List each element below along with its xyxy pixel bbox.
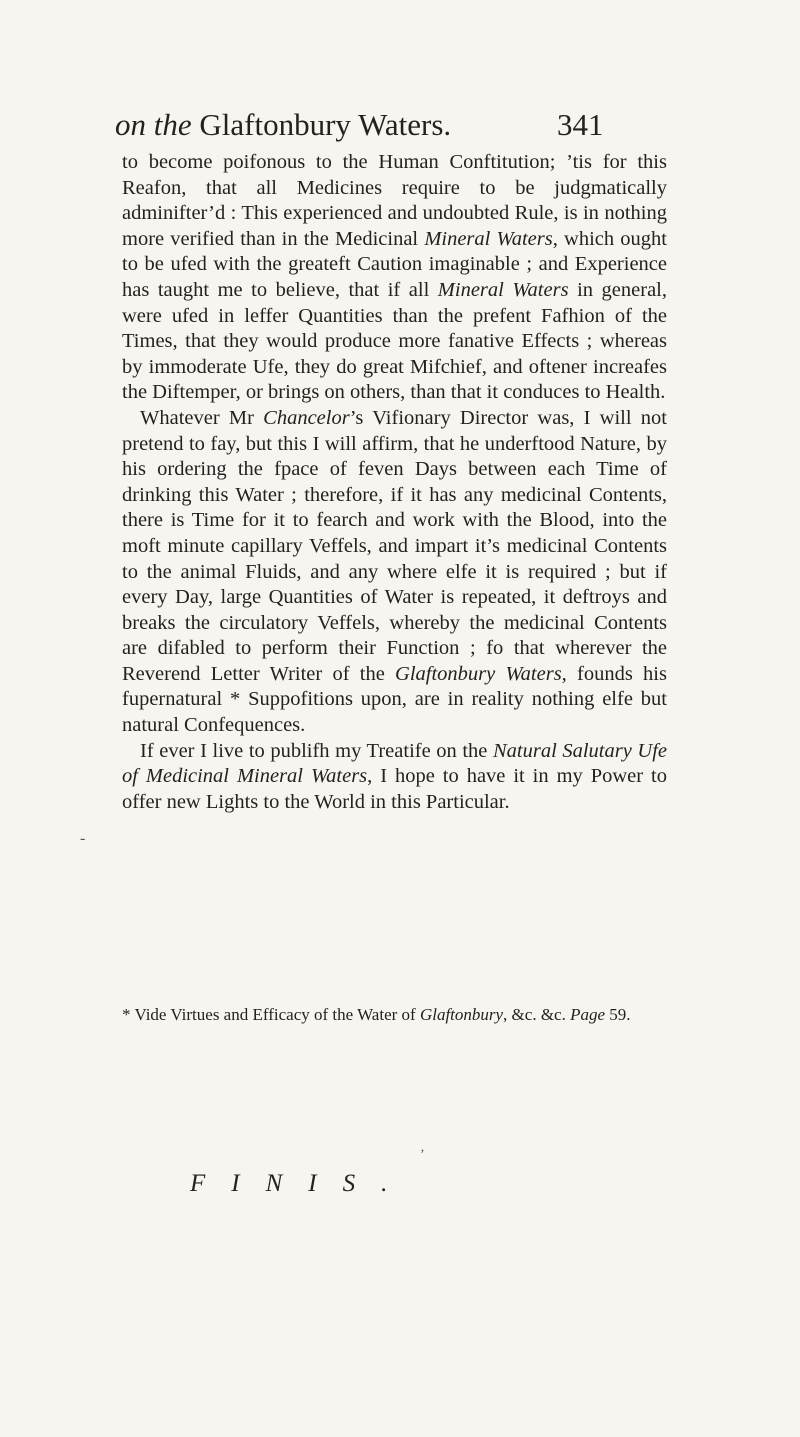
text-run: * Vide Virtues and Efficacy of the Water of [122, 1005, 420, 1024]
text-run: Whatever Mr [140, 406, 264, 429]
text-run: , founds his fupernatural * Suppofitions upon, are in reality nothing elfe but natural Confequences. [122, 662, 667, 737]
page-number: 341 [557, 107, 604, 142]
text-run: ’s Vifionary Director was, I will not pretend to fay, but this I will affirm, that he underftood Nature, by his ordering the fpace of feven Days between each Time of drinking this Water ; therefore, if it has any medicinal Contents, there is Time for it to fearch and work with the Blood, into the moft minute capillary Veffels, and impart it’s medicinal Contents to the animal Fluids, and any where elfe it is required ; but if every Day, large Quantities of Water is repeated, it deftroys and breaks the circulatory Veffels, whereby the medicinal Contents are difabled to perform their Function ; fo that wherever the Reverend Letter Writer of the [122, 406, 667, 685]
italic-run: Glaftonbury Waters [395, 662, 562, 685]
italic-run: Glaftonbury [419, 1005, 504, 1024]
running-head [115, 105, 715, 145]
italic-run: Mineral Waters [437, 278, 569, 301]
paragraph-1 [122, 150, 667, 406]
text-run: , which ought to be ufed with the greateft Caution imaginable ; and Experience has taught me to believe, that if all [122, 227, 668, 301]
footnote [122, 1003, 667, 1027]
running-title-prefix: on the [115, 107, 192, 142]
body-text [122, 150, 667, 815]
text-run: 59. [605, 1005, 631, 1024]
italic-run: Chancelor [263, 406, 350, 429]
margin-dash-mark: - [80, 830, 86, 847]
paragraph-2 [122, 406, 667, 739]
stray-mark: ‚ [420, 1140, 425, 1155]
text-run: , &c. &c. [503, 1005, 571, 1024]
finis: FINIS. [190, 1170, 414, 1197]
text-run: to become poifonous to the Human Conftitution; ’tis for this Reafon, that all Medicines require to be judgmatically adminifter’d : This experienced and undoubted Rule, is in nothing more verified than in the Medicinal [122, 151, 667, 250]
italic-run: Mineral Waters [424, 227, 553, 250]
running-title-main: Glaftonbury Waters. [199, 107, 452, 142]
paragraph-3 [122, 739, 667, 816]
text-run: If ever I live to publifh my Treatife on the [140, 739, 493, 762]
italic-run: Page [570, 1005, 606, 1024]
text-run: , I hope to have it in my Power to offer new Lights to the World in this Particular. [122, 765, 668, 813]
running-title [115, 105, 451, 145]
italic-run: Natural Salutary Ufe of Medicinal Mineral Waters [122, 739, 668, 788]
text-run: in general, were ufed in leffer Quantities than the prefent Fafhion of the Times, that they would produce more fanative Effects ; whereas by immoderate Ufe, they do great Mifchief, and oftener increafes the Diftemper, or brings on others, than that it conduces to Health. [122, 278, 667, 404]
